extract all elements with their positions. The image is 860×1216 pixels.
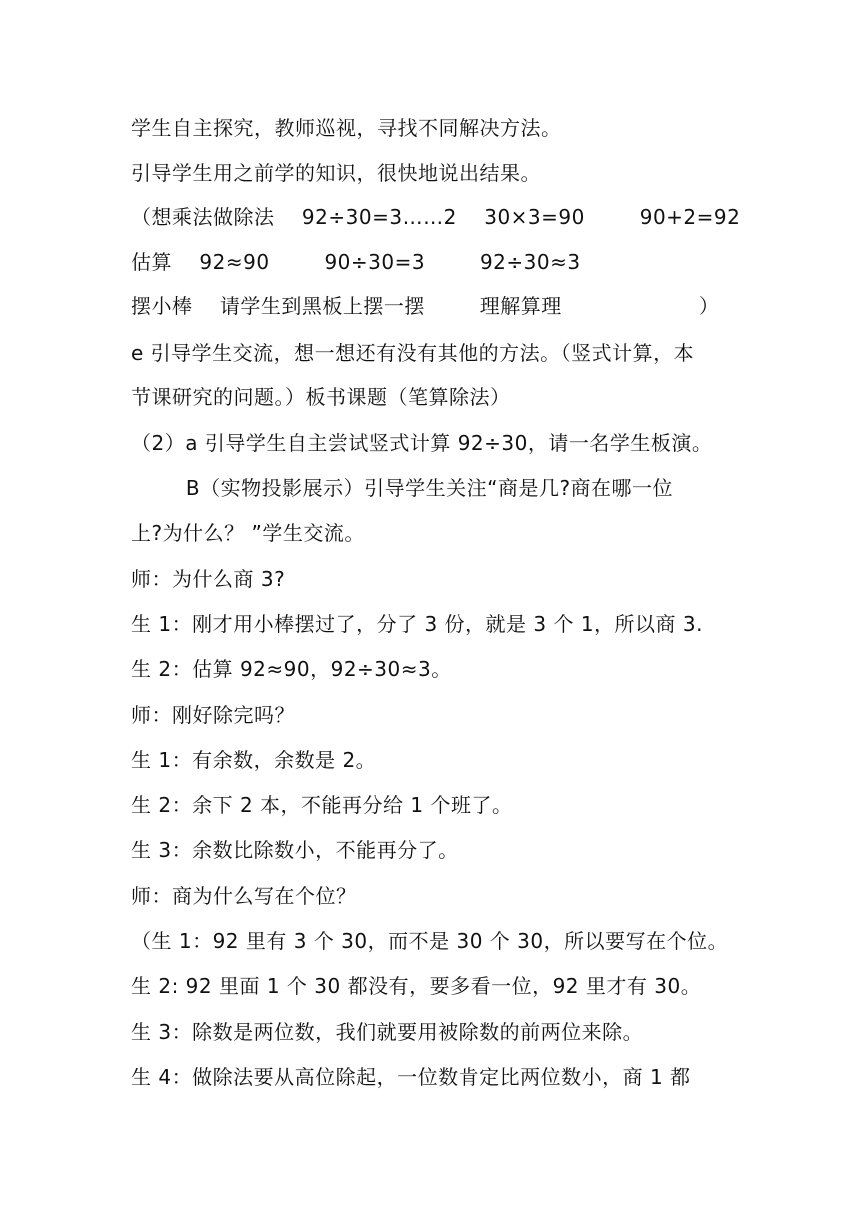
text-line: 生 1：有余数，余数是 2。 [131,748,377,772]
text-line: 师：商为什么写在个位？ [131,884,357,908]
text-line: 学生自主探究，教师巡视，寻找不同解决方法。 [131,116,562,140]
text-line: 估算 92≈90 90÷30=3 92÷30≈3 [131,250,581,274]
text-line: （想乘法做除法 92÷30=3……2 30×3=90 90+2=92 [131,205,741,229]
text-line: 上?为什么？ ”学生交流。 [131,521,365,545]
text-line: 生 2：余下 2 本，不能再分给 1 个班了。 [131,793,513,817]
text-line: 师：刚好除完吗？ [131,703,295,727]
text-line: 师：为什么商 3? [131,567,286,591]
text-line: （2）a 引导学生自主尝试竖式计算 92÷30，请一名学生板演。 [131,431,713,455]
text-line: e 引导学生交流，想一想还有没有其他的方法。（竖式计算，本 [131,341,695,365]
text-line: 生 4：做除法要从高位除起，一位数肯定比两位数小，商 1 都 [131,1065,691,1089]
text-line: （生 1：92 里有 3 个 30，而不是 30 个 30，所以要写在个位。 [131,929,729,953]
text-line: 摆小棒 请学生到黑板上摆一摆 理解算理 ） [131,294,720,318]
text-line: 生 2: 92 里面 1 个 30 都没有，要多看一位，92 里才有 30。 [131,974,702,998]
text-line: B（实物投影展示）引导学生关注“商是几?商在哪一位 [131,476,674,500]
text-line: 生 3：余数比除数小，不能再分了。 [131,838,459,862]
text-line: 节课研究的问题。）板书课题（笔算除法） [131,385,511,409]
text-line: 生 1：刚才用小棒摆过了，分了 3 份，就是 3 个 1，所以商 3. [131,612,703,636]
text-line: 生 2：估算 92≈90，92÷30≈3。 [131,657,452,681]
text-line: 引导学生用之前学的知识，很快地说出结果。 [131,161,541,185]
text-line: 生 3：除数是两位数，我们就要用被除数的前两位来除。 [131,1020,644,1044]
